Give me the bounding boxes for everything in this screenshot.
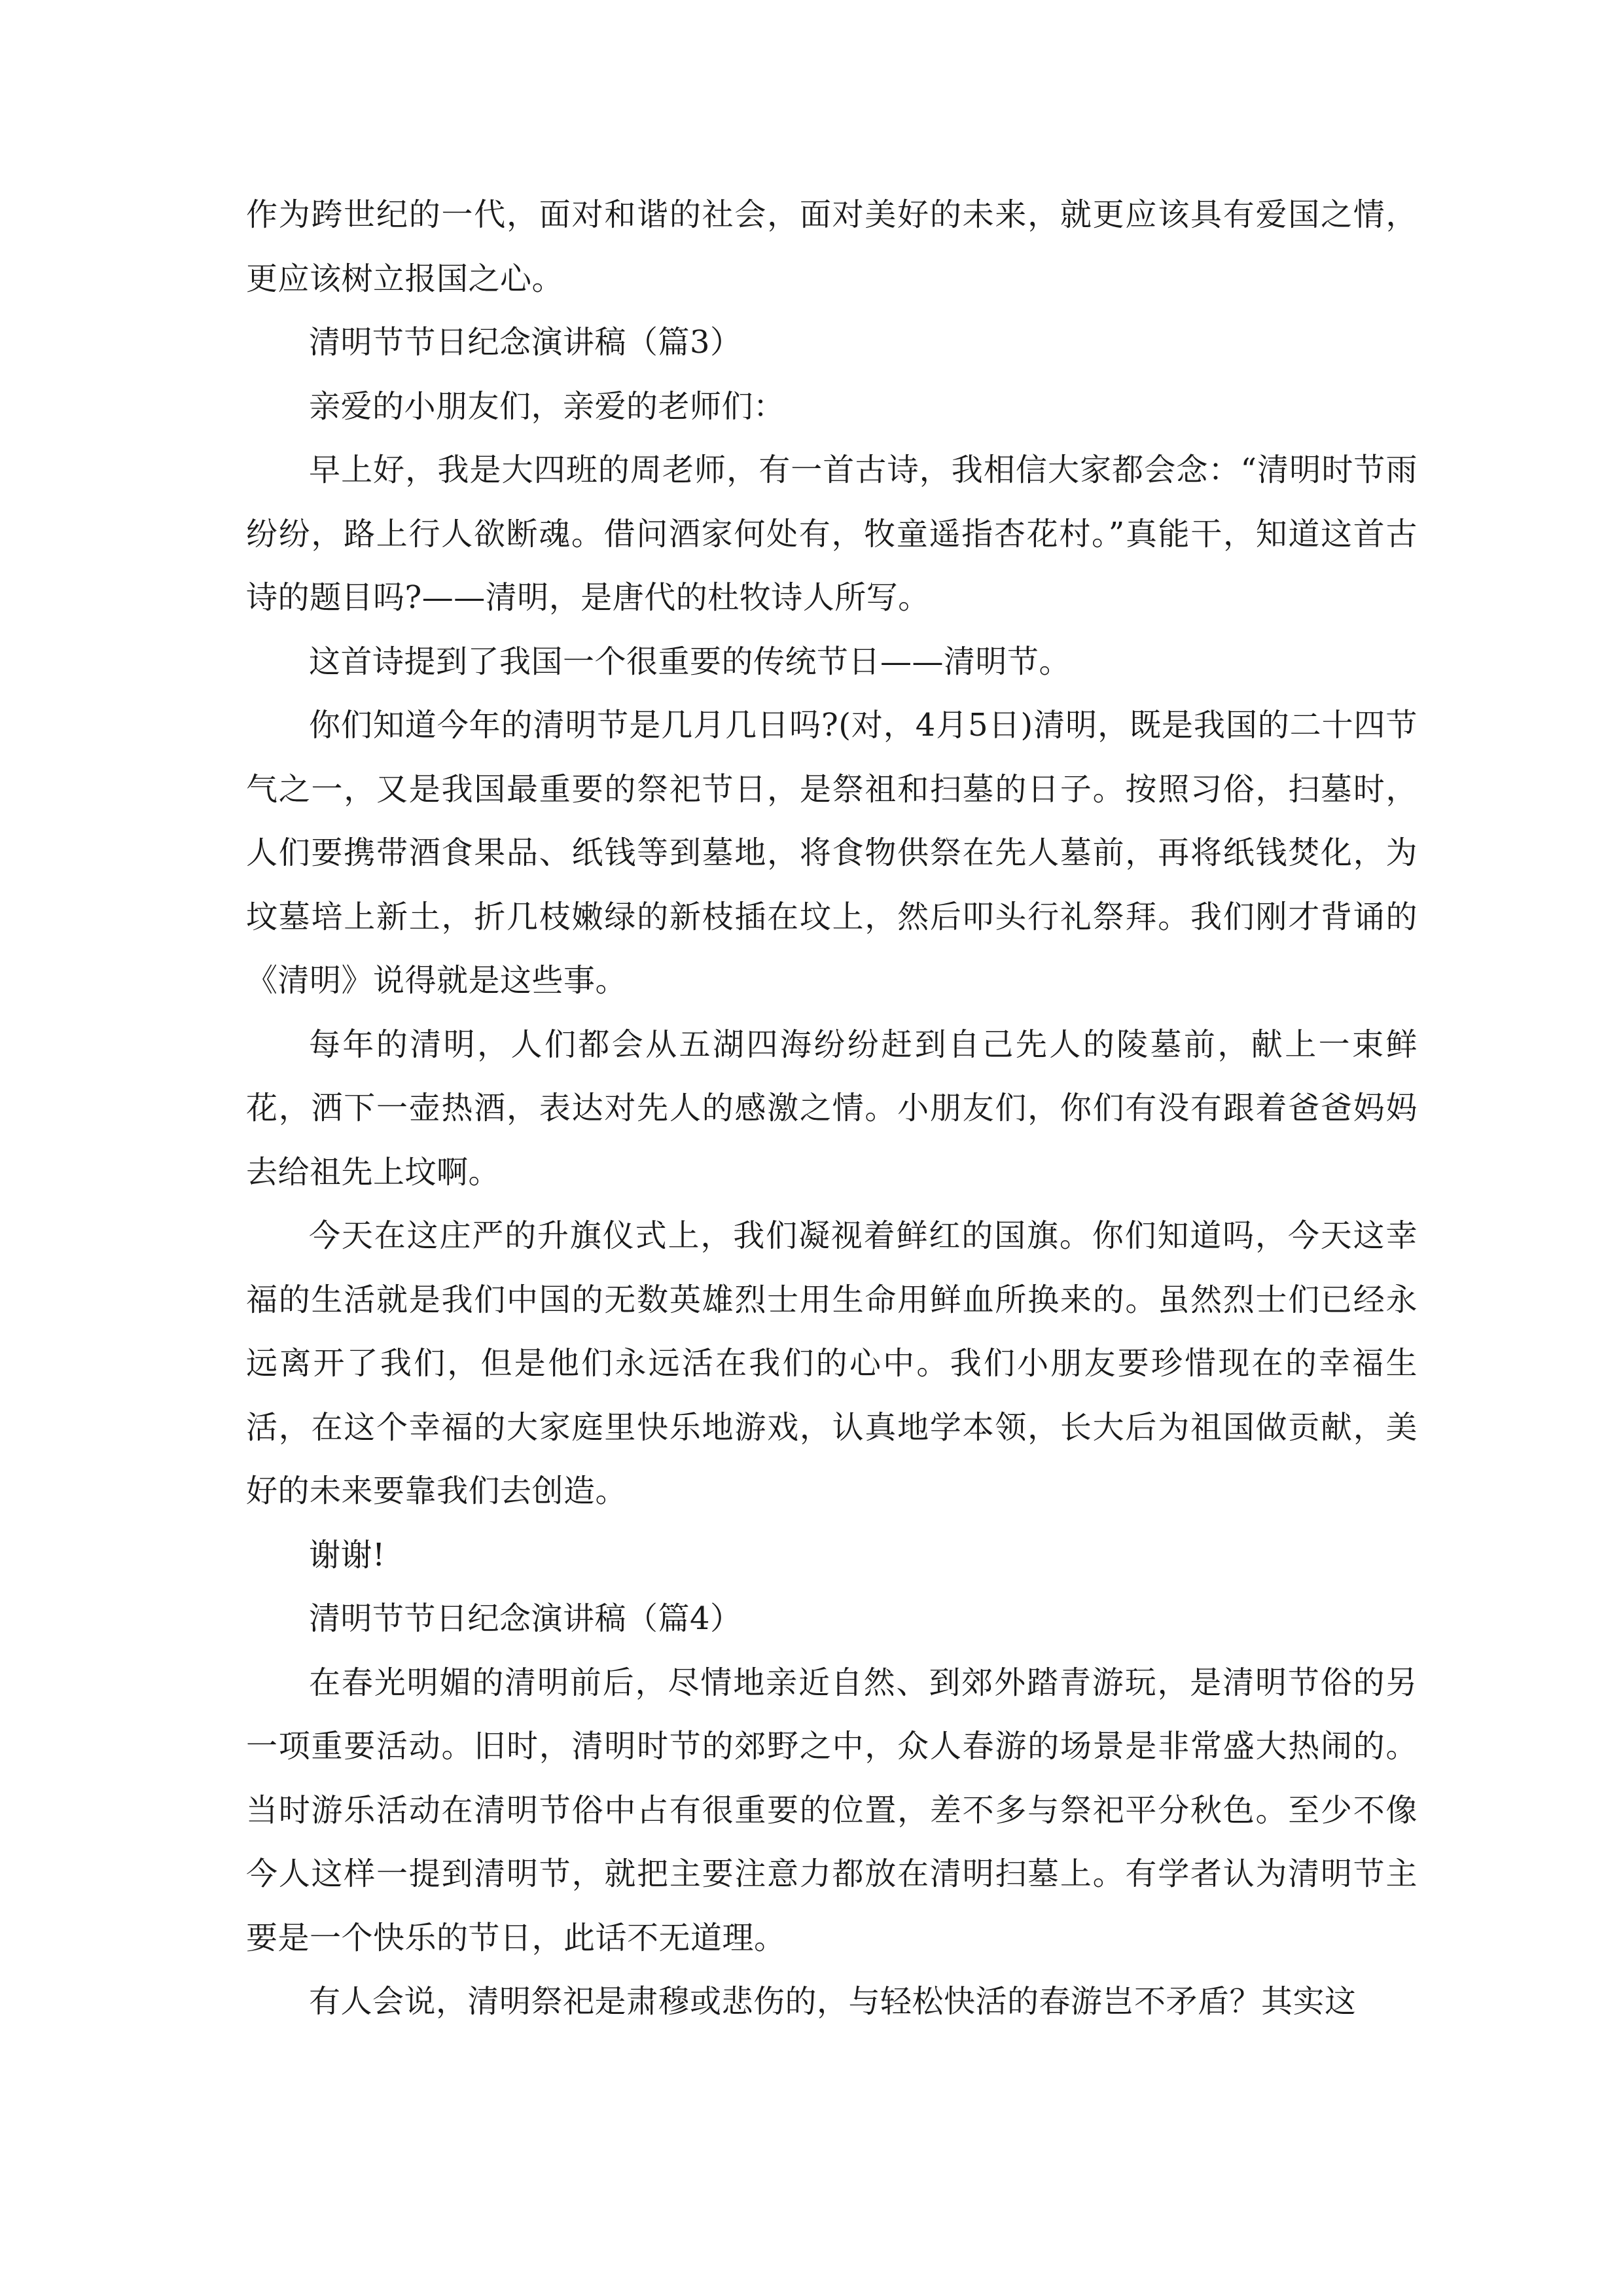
paragraph-flag-ceremony: 今天在这庄严的升旗仪式上，我们凝视着鲜红的国旗。你们知道吗，今天这幸福的生活就是我们中国的无数英雄烈士用生命用鲜血所换来的。虽然烈士们已经永远离开了我们，但是他们永远活在我们的心中。我们小朋友要珍惜现在的幸福生活，在这个幸福的大家庭里快乐地游戏，认真地学本领，长大后为祖国做贡献，美好的未来要靠我们去创造。 [246, 1217, 1418, 1509]
section-heading-3: 清明节节日纪念演讲稿（篇3） [309, 324, 742, 361]
paragraph-customs: 你们知道今年的清明节是几月几日吗?(对，4月5日)清明，既是我国的二十四节气之一，又是我国最重要的祭祀节日，是祭祖和扫墓的日子。按照习俗，扫墓时，人们要携带酒食果品、纸钱等到墓地，将食物供祭在先人墓前，再将纸钱焚化，为坟墓培上新土，折几枝嫩绿的新枝插在坟上，然后叩头行礼祭拜。我们刚才背诵的《清明》说得就是这些事。 [246, 707, 1418, 999]
section-heading-4: 清明节节日纪念演讲稿（篇4） [309, 1600, 742, 1637]
paragraph-festival: 这首诗提到了我国一个很重要的传统节日——清明节。 [309, 643, 1071, 680]
paragraph-contradiction: 有人会说，清明祭祀是肃穆或悲伤的，与轻松快活的春游岂不矛盾？其实这 [309, 1983, 1357, 2020]
paragraph-greeting: 早上好，我是大四班的周老师，有一首古诗，我相信大家都会念：“清明时节雨纷纷，路上行人欲断魂。借问酒家何处有，牧童遥指杏花村。”真能干，知道这首古诗的题目吗?——清明，是唐代的杜牧诗人所写。 [246, 452, 1418, 616]
paragraph-spring-outing: 在春光明媚的清明前后，尽情地亲近自然、到郊外踏青游玩，是清明节俗的另一项重要活动。旧时，清明时节的郊野之中，众人春游的场景是非常盛大热闹的。当时游乐活动在清明节俗中占有很重要的位置，差不多与祭祀平分秋色。至少不像今人这样一提到清明节，就把主要注意力都放在清明扫墓上。有学者认为清明节主要是一个快乐的节日，此话不无道理。 [246, 1664, 1418, 1956]
paragraph-tomb-visit: 每年的清明，人们都会从五湖四海纷纷赶到自己先人的陵墓前，献上一束鲜花，洒下一壶热酒，表达对先人的感激之情。小朋友们，你们有没有跟着爸爸妈妈去给祖先上坟啊。 [246, 1026, 1418, 1191]
document-body [246, 183, 1418, 2034]
salutation: 亲爱的小朋友们，亲爱的老师们： [309, 387, 785, 425]
closing-thanks: 谢谢! [309, 1536, 385, 1573]
paragraph-intro-continuation: 作为跨世纪的一代，面对和谐的社会，面对美好的未来，就更应该具有爱国之情，更应该树立报国之心。 [246, 196, 1418, 297]
